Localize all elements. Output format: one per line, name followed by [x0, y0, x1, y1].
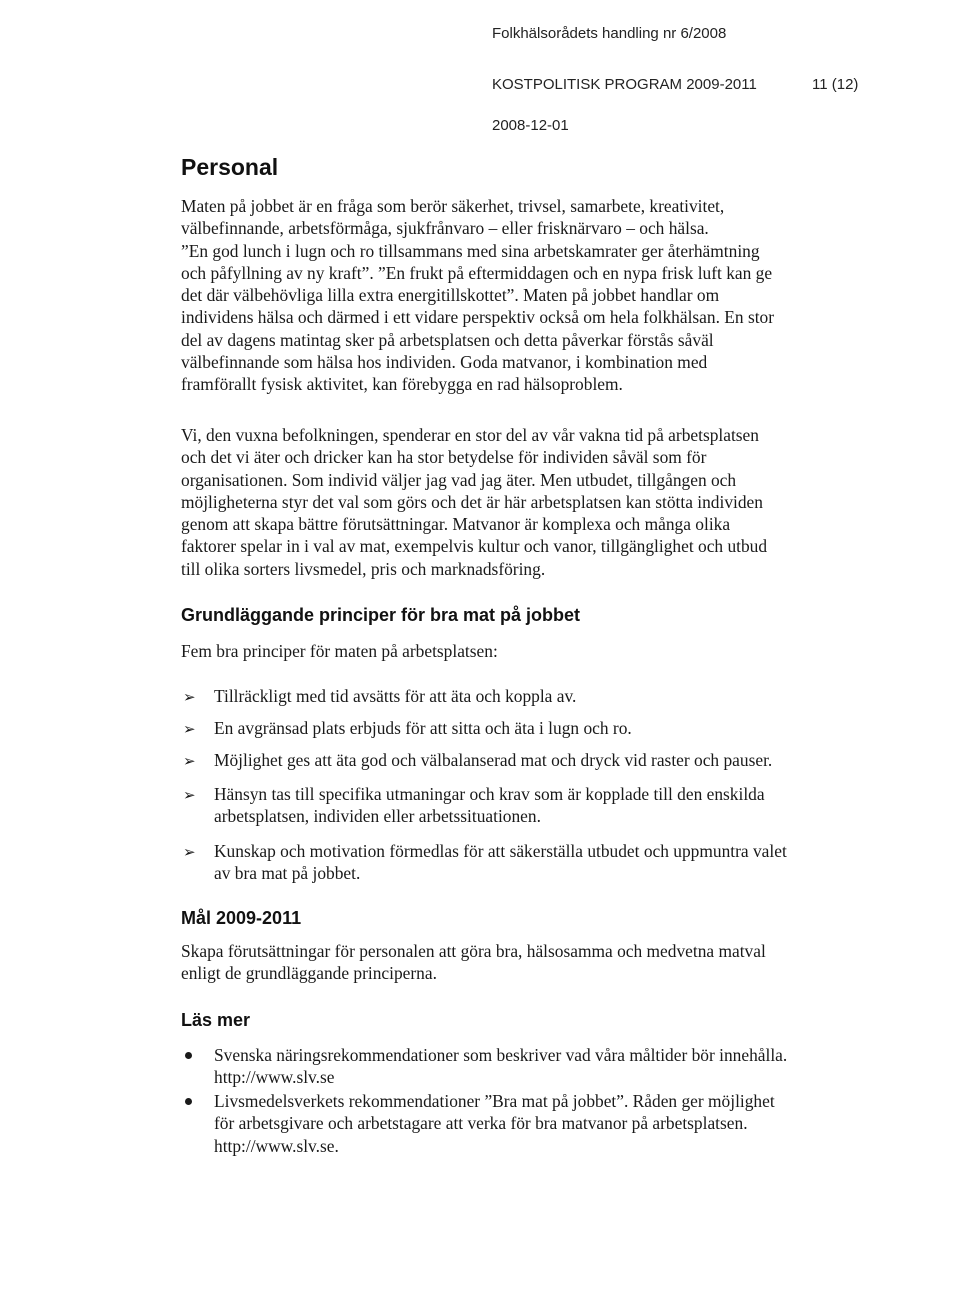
heading-goal: Mål 2009-2011	[181, 908, 302, 928]
text-line: välbefinnande, arbetsförmåga, sjukfrånvaro – eller frisknärvaro – och hälsa.	[181, 218, 709, 239]
arrow-bullet-icon: ➢	[183, 688, 196, 706]
arrow-bullet-icon: ➢	[183, 720, 196, 738]
text-line: Svenska näringsrekommendationer som beskriver vad våra måltider bör innehålla.	[214, 1045, 788, 1065]
text-line: genom att skapa bättre förutsättningar. Matvanor är komplexa och många olika	[181, 514, 731, 535]
text-line: Skapa förutsättningar för personalen att göra bra, hälsosamma och medvetna matval	[181, 941, 766, 961]
text-line: individens hälsa och därmed i ett vidare perspektiv också om hela folkhälsan. En stor	[181, 307, 775, 328]
paragraph-personal-2	[181, 424, 881, 580]
header-org: Folkhälsorådets handling nr 6/2008	[492, 25, 727, 42]
text-line: och påfyllning av ny kraft”. ”En frukt på eftermiddagen och en nypa frisk luft kan ge	[181, 262, 773, 283]
bullet-dot-icon	[185, 1052, 192, 1059]
header-page-number: 11 (12)	[812, 76, 859, 93]
arrow-bullet-icon: ➢	[183, 786, 196, 804]
arrow-bullet-icon: ➢	[183, 843, 196, 861]
text-line: Tillräckligt med tid avsätts för att äta och koppla av.	[214, 686, 577, 706]
text-line: av bra mat på jobbet.	[214, 863, 361, 884]
text-line: Livsmedelsverkets rekommendationer ”Bra mat på jobbet”. Råden ger möjlighet	[214, 1091, 775, 1111]
text-line: välbefinnande som hälsa hos individen. Goda matvanor, i kombination med	[181, 352, 708, 373]
paragraph-personal-1	[181, 195, 881, 396]
text-line: arbetsplatsen, individen eller arbetssituationen.	[214, 806, 541, 827]
link-slv[interactable]: http://www.slv.se	[214, 1067, 335, 1088]
heading-personal: Personal	[181, 154, 279, 180]
text-line: enligt de grundläggande principerna.	[181, 963, 437, 984]
text-line: framförallt fysisk aktivitet, kan förebygga en rad hälsoproblem.	[181, 374, 623, 395]
text-line: faktorer spelar in i val av mat, exempelvis kultur och vanor, tillgänglighet och utbud	[181, 536, 768, 557]
text-line: Möjlighet ges att äta god och välbalanserad mat och dryck vid raster och pauser.	[214, 750, 773, 770]
text-line: till olika sorters livsmedel, pris och marknadsföring.	[181, 558, 546, 579]
text-line: del av dagens matintag sker på arbetsplatsen och detta påverkar förstås såväl	[181, 329, 714, 350]
text-line: Vi, den vuxna befolkningen, spenderar en stor del av vår vakna tid på arbetsplatsen	[181, 425, 759, 445]
principles-intro: Fem bra principer för maten på arbetsplatsen:	[181, 641, 498, 661]
text-line: Maten på jobbet är en fråga som berör säkerhet, trivsel, samarbete, kreativitet,	[181, 196, 725, 216]
bullet-dot-icon	[185, 1098, 192, 1105]
heading-principles: Grundläggande principer för bra mat på jobbet	[181, 605, 581, 625]
header-date: 2008-12-01	[492, 117, 569, 134]
header-program: KOSTPOLITISK PROGRAM 2009-2011	[492, 76, 757, 93]
text-line: möjligheterna styr det val som görs och det är här arbetsplatsen kan stötta individen	[181, 491, 763, 512]
text-line: ”En god lunch i lugn och ro tillsammans med sina arbetskamrater ger återhämtning	[181, 240, 760, 261]
paragraph-goal	[181, 940, 881, 985]
link-slv[interactable]: http://www.slv.se.	[214, 1135, 339, 1156]
text-line: En avgränsad plats erbjuds för att sitta och äta i lugn och ro.	[214, 718, 632, 738]
text-line: Kunskap och motivation förmedlas för att säkerställa utbudet och uppmuntra valet	[214, 841, 787, 861]
text-line: det där välbehövliga lilla extra energitillskottet”. Maten på jobbet handlar om	[181, 285, 720, 306]
text-line: för arbetsgivare och arbetstagare att verka för bra matvanor på arbetsplatsen.	[214, 1113, 748, 1134]
arrow-bullet-icon: ➢	[183, 752, 196, 770]
text-line: Hänsyn tas till specifika utmaningar och krav som är kopplade till den enskilda	[214, 784, 765, 804]
text-line: organisationen. Som individ väljer jag vad jag äter. Men utbudet, tillgången och	[181, 469, 737, 490]
text-line: och det vi äter och dricker kan ha stor betydelse för individen såväl som för	[181, 447, 707, 468]
heading-read-more: Läs mer	[181, 1010, 251, 1030]
